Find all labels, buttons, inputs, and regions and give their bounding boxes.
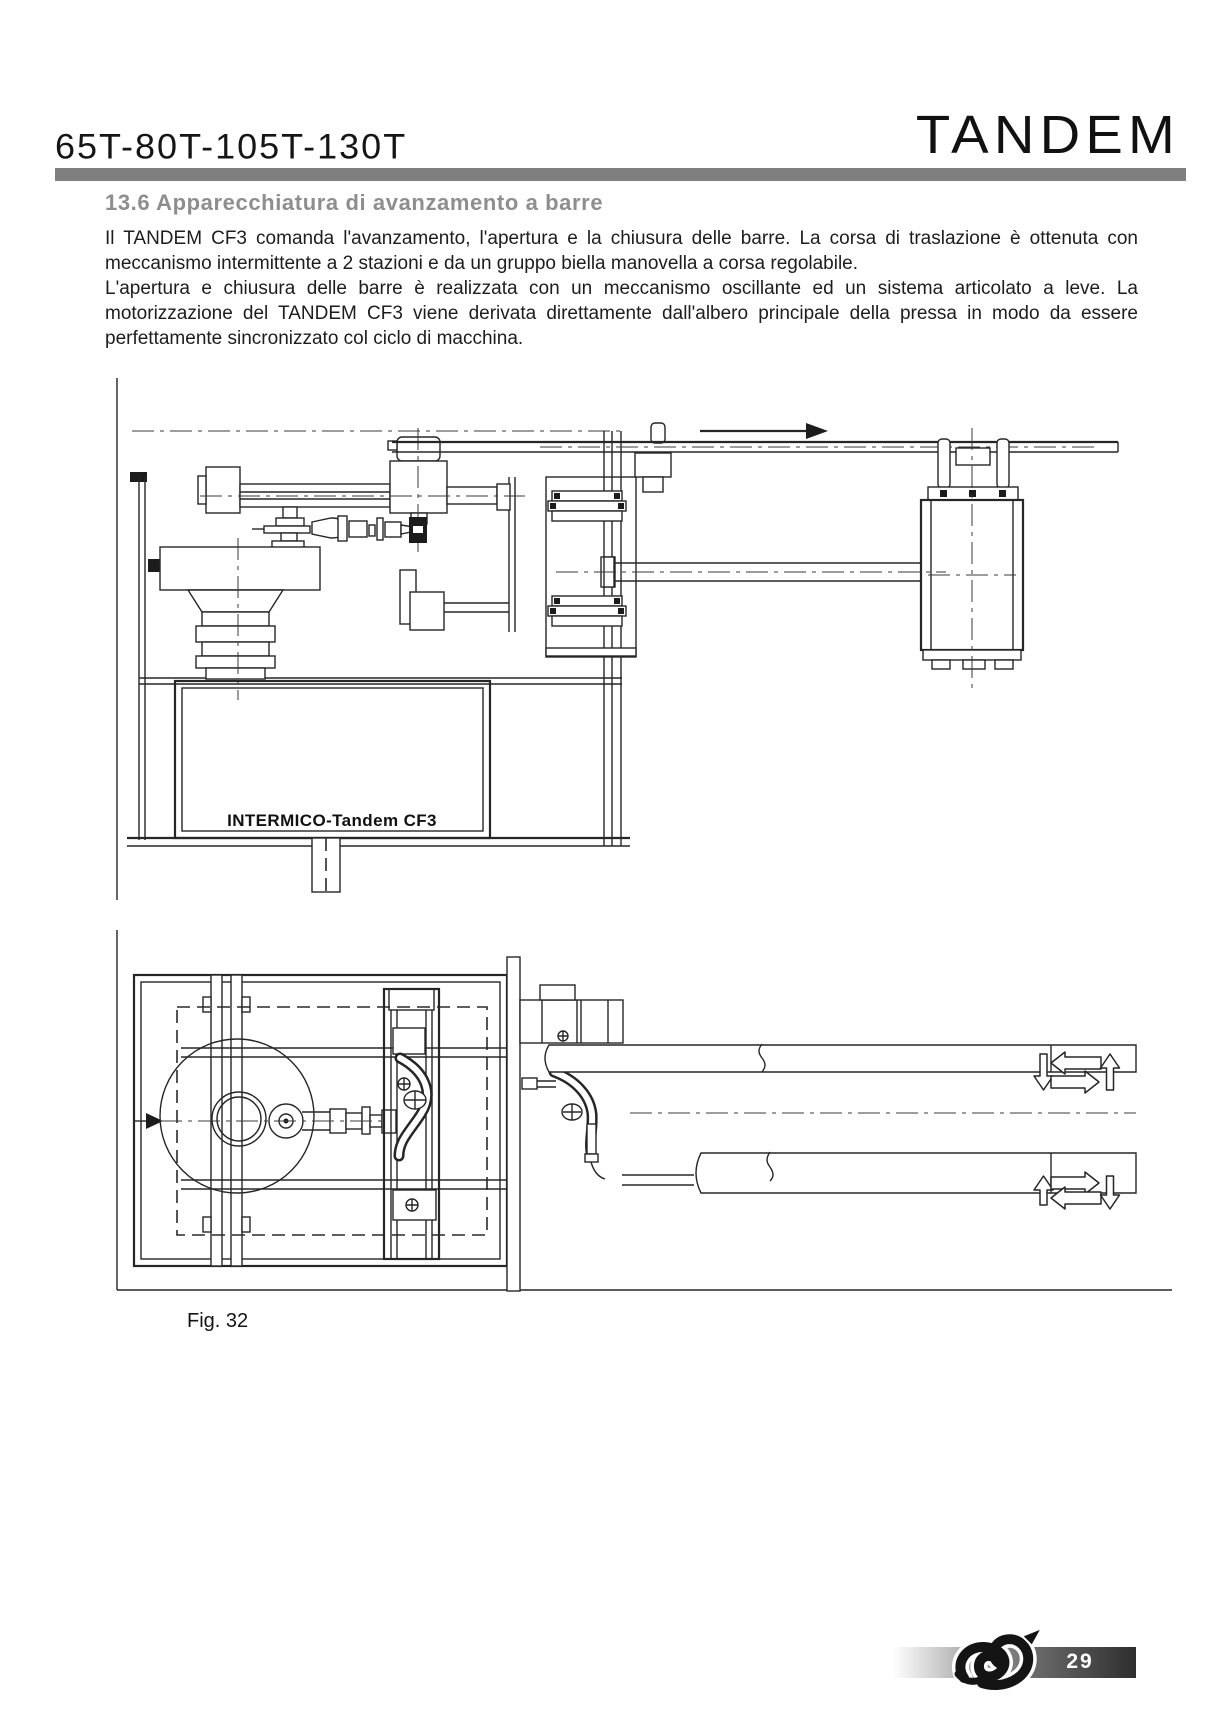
paragraph-1: Il TANDEM CF3 comanda l'avanzamento, l'apertura e la chiusura delle barre. La corsa di traslazione è ottenuta con meccanismo intermittente a 2 stazioni e da un gruppo biella manovella a corsa regolabile. [105, 228, 1138, 274]
motion-centerlines [160, 1113, 1136, 1121]
figure-caption: Fig. 32 [187, 1310, 249, 1332]
bar-clamp-bracket [635, 423, 671, 492]
brand-wordmark: TANDEM [915, 105, 1180, 165]
machine-name-label: INTERMICO-Tandem CF3 [227, 811, 437, 830]
lever-linkage [522, 1072, 605, 1179]
figure-side-view-drawing [100, 370, 1170, 905]
brand-knot-icon [952, 1620, 1052, 1700]
header-model-codes: 65T-80T-105T-130T [55, 126, 408, 167]
pedestal-stack [148, 538, 320, 700]
figure-plan-view-drawing [100, 925, 1180, 1300]
feed-direction-arrow [700, 423, 828, 439]
section-heading: 13.6 Apparecchiatura di avanzamento a barre [105, 190, 604, 215]
body-text [105, 226, 1138, 351]
tank-box [175, 681, 490, 898]
output-shaft [556, 557, 946, 587]
right-mount-bracket [520, 985, 623, 1043]
press-unit [921, 428, 1023, 692]
left-adjuster-pin [134, 1113, 163, 1129]
paragraph-2: L'apertura e chiusura delle barre è realizzata con un meccanismo oscillante ed un sistema articolato a leve. La motorizzazione del TANDEM CF3 viene derivata direttamente dall'albero principale della pressa in modo da essere perfettamente sincronizzato col ciclo di macchina. [105, 278, 1138, 349]
header-rule [55, 168, 1186, 181]
index-gearbox [546, 477, 636, 657]
page-number: 29 [1066, 1650, 1094, 1673]
lower-rod-assembly [400, 570, 509, 630]
